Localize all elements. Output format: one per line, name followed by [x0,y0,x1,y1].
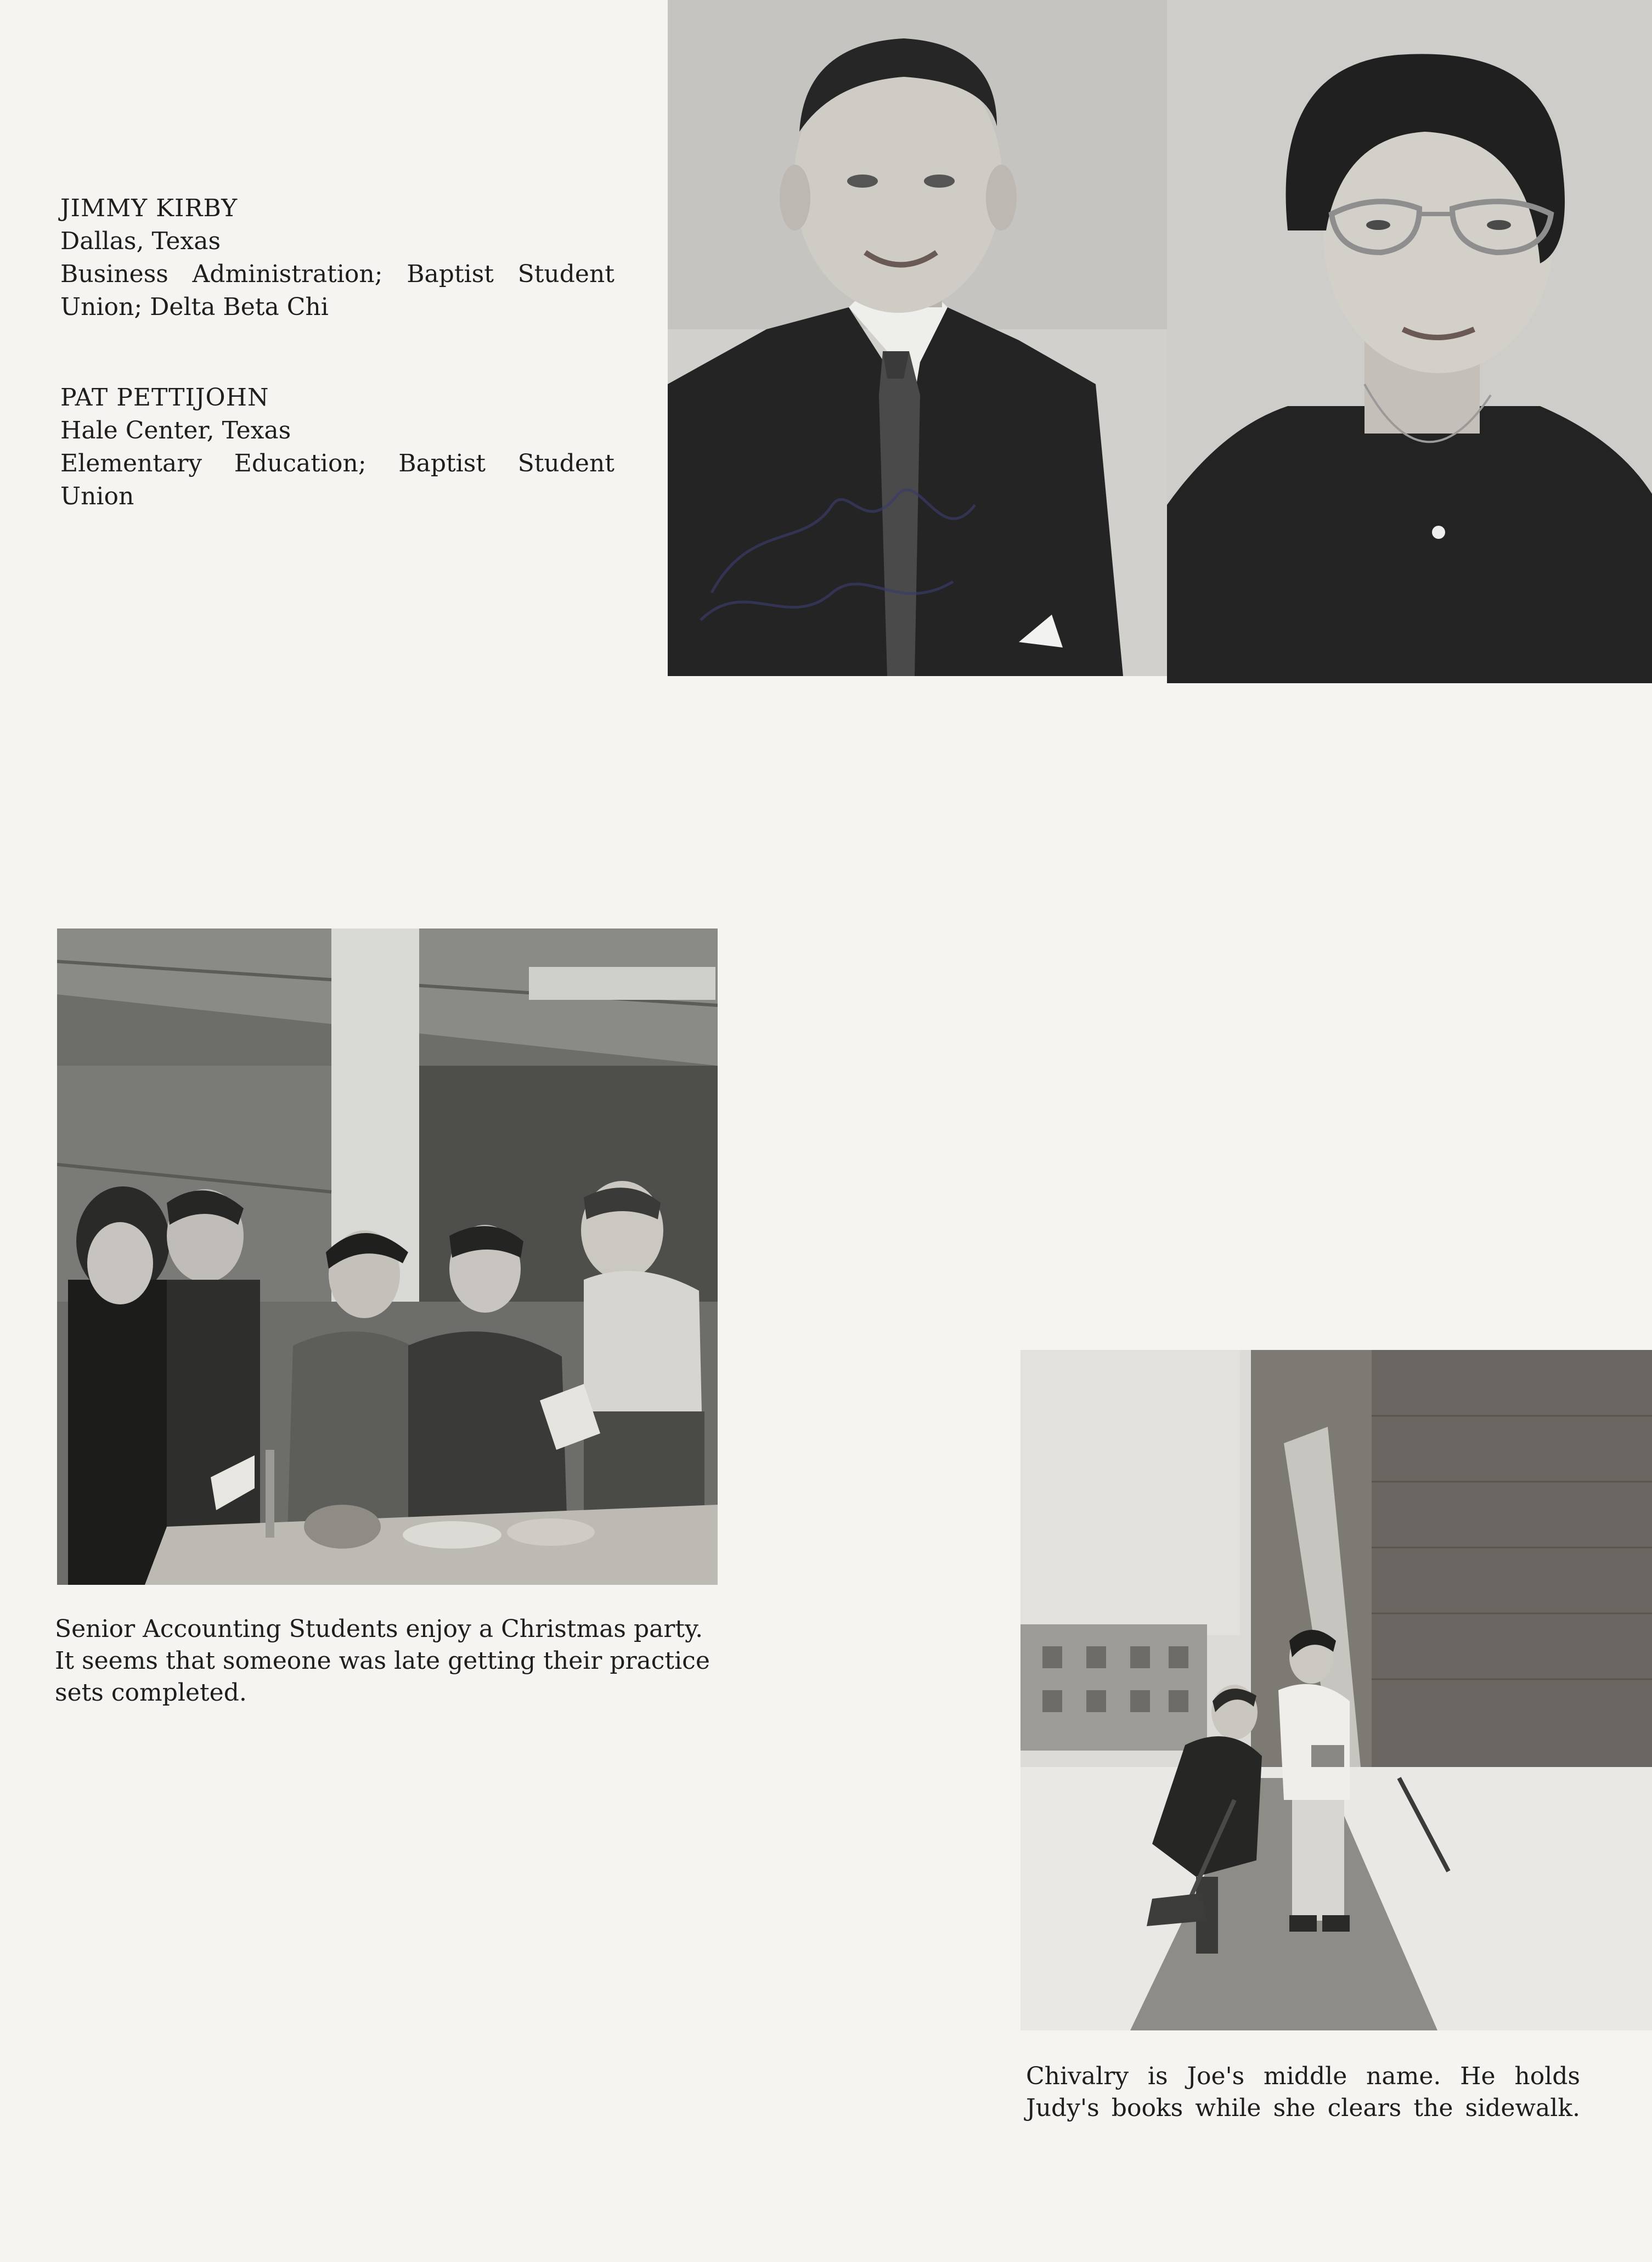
senior-name: JIMMY KIRBY [60,194,238,222]
senior-name: PAT PETTIJOHN [60,384,269,412]
senior-details: Elementary Education; Baptist Student Union [60,449,614,510]
senior-hometown: Dallas, Texas [60,227,221,255]
senior-bio-kirby [60,192,614,324]
party-photo-caption: Senior Accounting Students enjoy a Christmas party. It seems that someone was late getting their practice sets completed. [55,1615,710,1707]
snow-sidewalk-photo [1020,1350,1652,2030]
christmas-party-photo [57,929,718,1585]
senior-bio-pettijohn [60,381,614,513]
portrait-pettijohn [1167,0,1652,683]
senior-hometown: Hale Center, Texas [60,417,291,444]
snow-photo-caption: Chivalry is Joe's middle name. He holds Judy's books while she clears the sidewalk. [1026,2062,1580,2122]
portrait-kirby [668,0,1167,676]
senior-details: Business Administration; Baptist Student Union; Delta Beta Chi [60,260,614,321]
